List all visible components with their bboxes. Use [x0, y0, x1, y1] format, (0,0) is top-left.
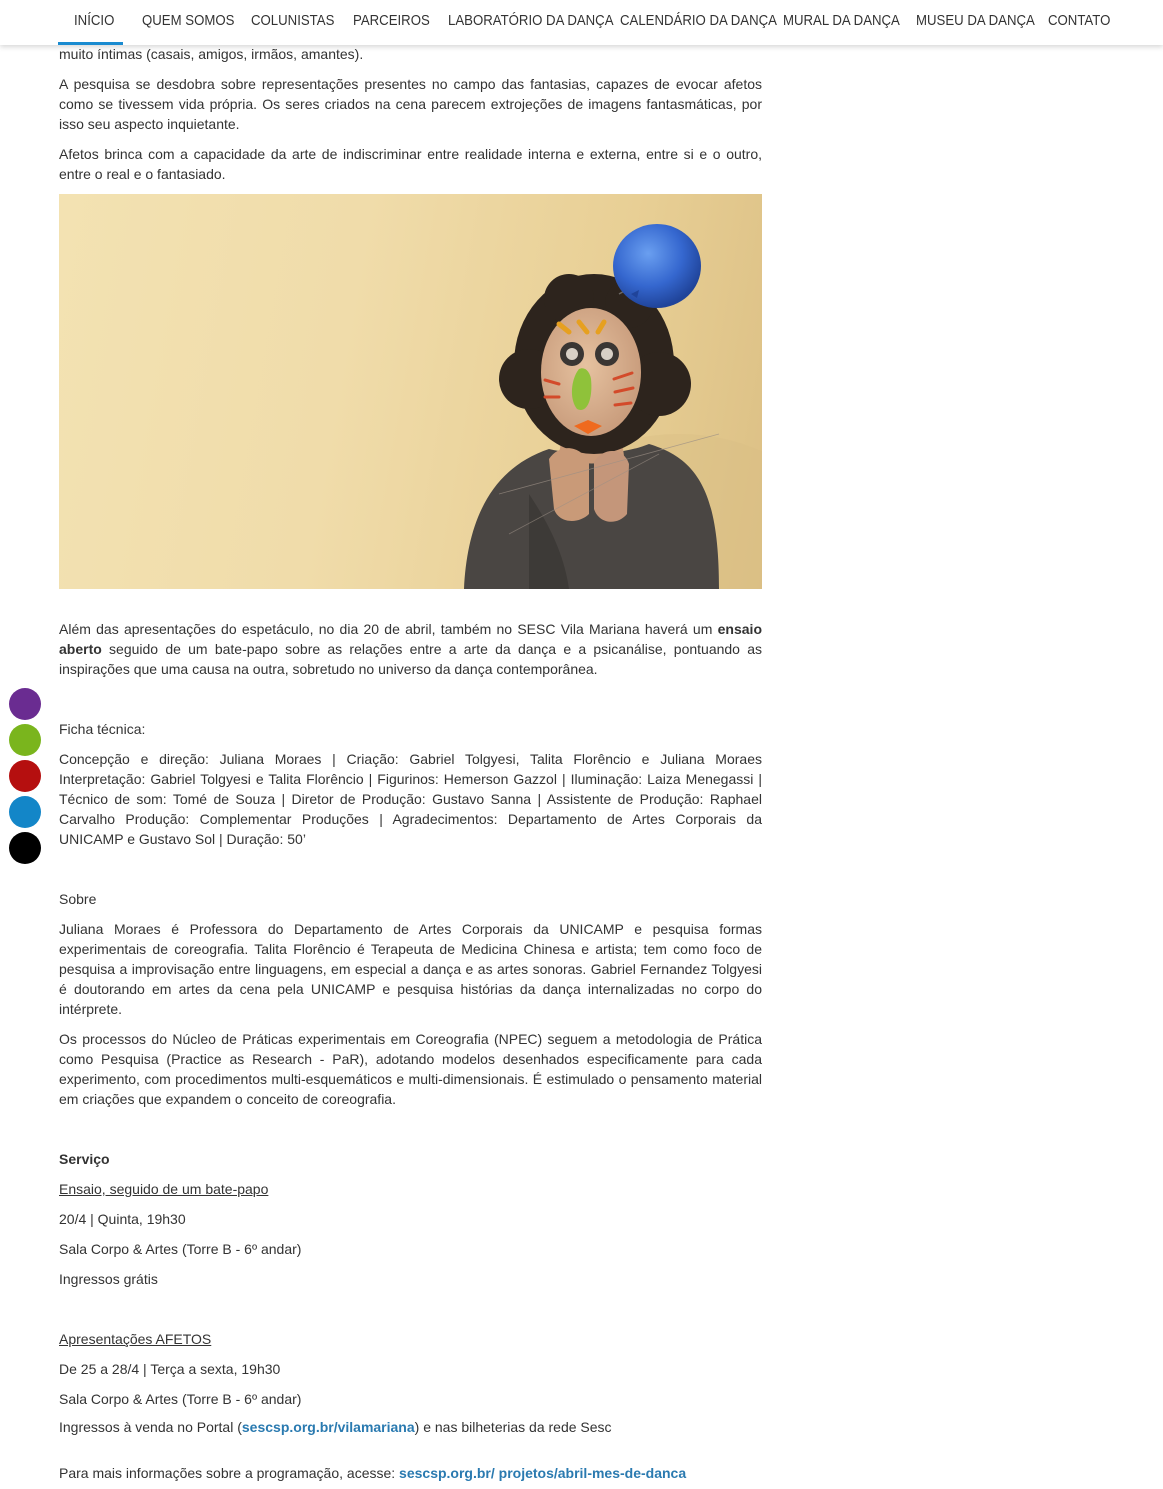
ensaio-date: 20/4 | Quinta, 19h30	[59, 1211, 186, 1227]
paragraph-intro-end: muito íntimas (casais, amigos, irmãos, amantes).	[59, 46, 364, 62]
ensaio-price: Ingressos grátis	[59, 1271, 158, 1287]
ficha-tecnica-heading: Ficha técnica:	[59, 721, 146, 737]
nav-item-contato[interactable]: CONTATO	[1048, 12, 1111, 29]
ensaio-place: Sala Corpo & Artes (Torre B - 6º andar)	[59, 1241, 302, 1257]
servico-heading: Serviço	[59, 1151, 110, 1167]
text-segment: ) e nas bilheterias da rede Sesc	[414, 1419, 612, 1435]
ficha-tecnica-text: Concepção e direção: Juliana Moraes | Criação: Gabriel Tolgyesi, Talita Florêncio e Juliana Moraes Interpretação: Gabriel Tolgyesi e Talita Florêncio | Figurinos: Hemerson Gazzol | Iluminação: Laiza Menegassi | Técnico de som: Tomé de Souza | Diretor de Produção: Gustavo Sanna | Assistente de Produção: Raphael Carvalho Produção: Complementar Produções | Agradecimentos: Departamento de Artes Corporais da UNICAMP e Gustavo Sol | Duração: 50’	[59, 751, 762, 847]
sobre-paragraph-2: Os processos do Núcleo de Práticas experimentais em Coreografia (NPEC) seguem a metodologia de Prática como Pesquisa (Practice as Research - PaR), adotando modelos desenhados especificamente para cada experimento, com procedimentos multi-esquemáticos e multi-dimensionais. É estimulado o pensamento material em criações que expandem o conceito de coreografia.	[59, 1031, 762, 1107]
theme-color-green[interactable]	[9, 724, 41, 756]
nav-item-laboratorio-da-danca[interactable]: LABORATÓRIO DA DANÇA	[448, 12, 614, 29]
performance-photo	[59, 194, 762, 589]
nav-item-parceiros[interactable]: PARCEIROS	[353, 12, 430, 29]
text-segment: Além das apresentações do espetáculo, no dia 20 de abril, também no SESC Vila Mariana haverá um	[59, 621, 718, 637]
theme-color-red[interactable]	[9, 760, 41, 792]
nav-item-calendario-da-danca[interactable]: CALENDÁRIO DA DANÇA	[620, 12, 777, 29]
theme-color-blue[interactable]	[9, 796, 41, 828]
vilamariana-link[interactable]: sescsp.org.br/vilamariana	[241, 1419, 415, 1435]
main-navigation	[0, 0, 1163, 45]
ensaio-title: Ensaio, seguido de um bate-papo	[59, 1181, 269, 1197]
nav-item-museu-da-danca[interactable]: MUSEU DA DANÇA	[916, 12, 1035, 29]
nav-item-quem-somos[interactable]: QUEM SOMOS	[142, 12, 235, 29]
paragraph-ensaio-aberto	[59, 619, 762, 679]
nav-item-colunistas[interactable]: COLUNISTAS	[251, 12, 335, 29]
theme-color-purple[interactable]	[9, 688, 41, 720]
tickets-info	[59, 1417, 612, 1437]
text-segment: Ingressos à venda no Portal (	[59, 1419, 242, 1435]
apresentacoes-title: Apresentações AFETOS	[59, 1331, 212, 1347]
performer-illustration	[59, 194, 762, 589]
active-nav-indicator	[58, 42, 123, 45]
more-info	[59, 1463, 686, 1483]
abril-mes-de-danca-link[interactable]: sescsp.org.br/ projetos/abril-mes-de-danca	[399, 1465, 687, 1481]
sobre-paragraph-1: Juliana Moraes é Professora do Departamento de Artes Corporais da UNICAMP e pesquisa formas experimentais de coreografia. Talita Florêncio é Terapeuta de Medicina Chinesa e artista; tem como foco de pesquisa a improvisação entre linguagens, em especial a dança e as artes sonoras. Gabriel Fernandez Tolgyesi é doutorando em artes da cena pela UNICAMP e pesquisa histórias da dança internalizadas no corpo do intérprete.	[59, 921, 762, 1017]
nav-item-inicio[interactable]: INÍCIO	[74, 12, 115, 29]
paragraph-afetos: Afetos brinca com a capacidade da arte de indiscriminar entre realidade interna e externa, entre si e o outro, entre o real e o fantasiado.	[59, 146, 762, 182]
text-segment: seguido de um bate-papo sobre as relações entre a arte da dança e a psicanálise, pontuando as inspirações que uma causa na outra, sobretudo no universo da dança contemporânea.	[59, 641, 762, 677]
paragraph-fantasias: A pesquisa se desdobra sobre representações presentes no campo das fantasias, capazes de evocar afetos como se tivessem vida própria. Os seres criados na cena parecem extrojeções de imagens fantasmáticas, por isso seu aspecto inquietante.	[59, 76, 762, 132]
nav-item-mural-da-danca[interactable]: MURAL DA DANÇA	[783, 12, 900, 29]
theme-color-black[interactable]	[9, 832, 41, 864]
bold-ensaio-aberto: ensaio aberto	[59, 621, 762, 657]
apresentacoes-place: Sala Corpo & Artes (Torre B - 6º andar)	[59, 1391, 302, 1407]
text-segment: Para mais informações sobre a programação, acesse:	[59, 1465, 400, 1481]
apresentacoes-date: De 25 a 28/4 | Terça a sexta, 19h30	[59, 1361, 281, 1377]
sobre-heading: Sobre	[59, 891, 97, 907]
